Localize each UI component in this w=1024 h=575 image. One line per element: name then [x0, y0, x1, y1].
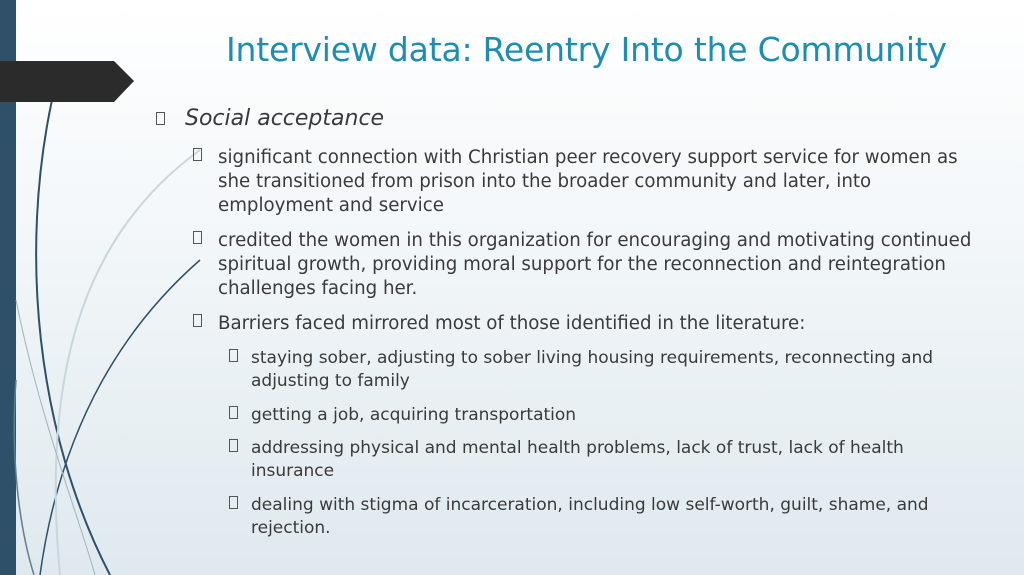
bullet-icon [229, 496, 238, 512]
bullet-icon [193, 314, 202, 330]
heading-social-acceptance: Social acceptance [185, 106, 385, 131]
list-item: Barriers faced mirrored most of those identified in the literature: [218, 313, 806, 334]
bullet-icon [193, 231, 202, 247]
slide-title: Interview data: Reentry Into the Community [226, 30, 947, 69]
list-item: credited the women in this organization for encouraging and motivating continued spiritual growth, providing moral support for the reconnection and reintegration challenges facing her. [218, 230, 972, 300]
bullet-icon [229, 439, 238, 455]
bullet-icon [229, 349, 238, 365]
list-item: getting a job, acquiring transportation [251, 405, 577, 425]
bullet-icon [193, 148, 202, 164]
list-item: addressing physical and mental health problems, lack of trust, lack of health insurance [251, 438, 904, 481]
bullet-icon [229, 406, 238, 422]
list-item: significant connection with Christian peer recovery support service for women as she transitioned from prison into the broader community and later, into employment and service [218, 147, 958, 217]
bullet-icon [156, 112, 165, 128]
list-item: staying sober, adjusting to sober living housing requirements, reconnecting and adjusting to family [251, 348, 934, 391]
list-item: dealing with stigma of incarceration, including low self-worth, guilt, shame, and rejection. [251, 495, 929, 538]
